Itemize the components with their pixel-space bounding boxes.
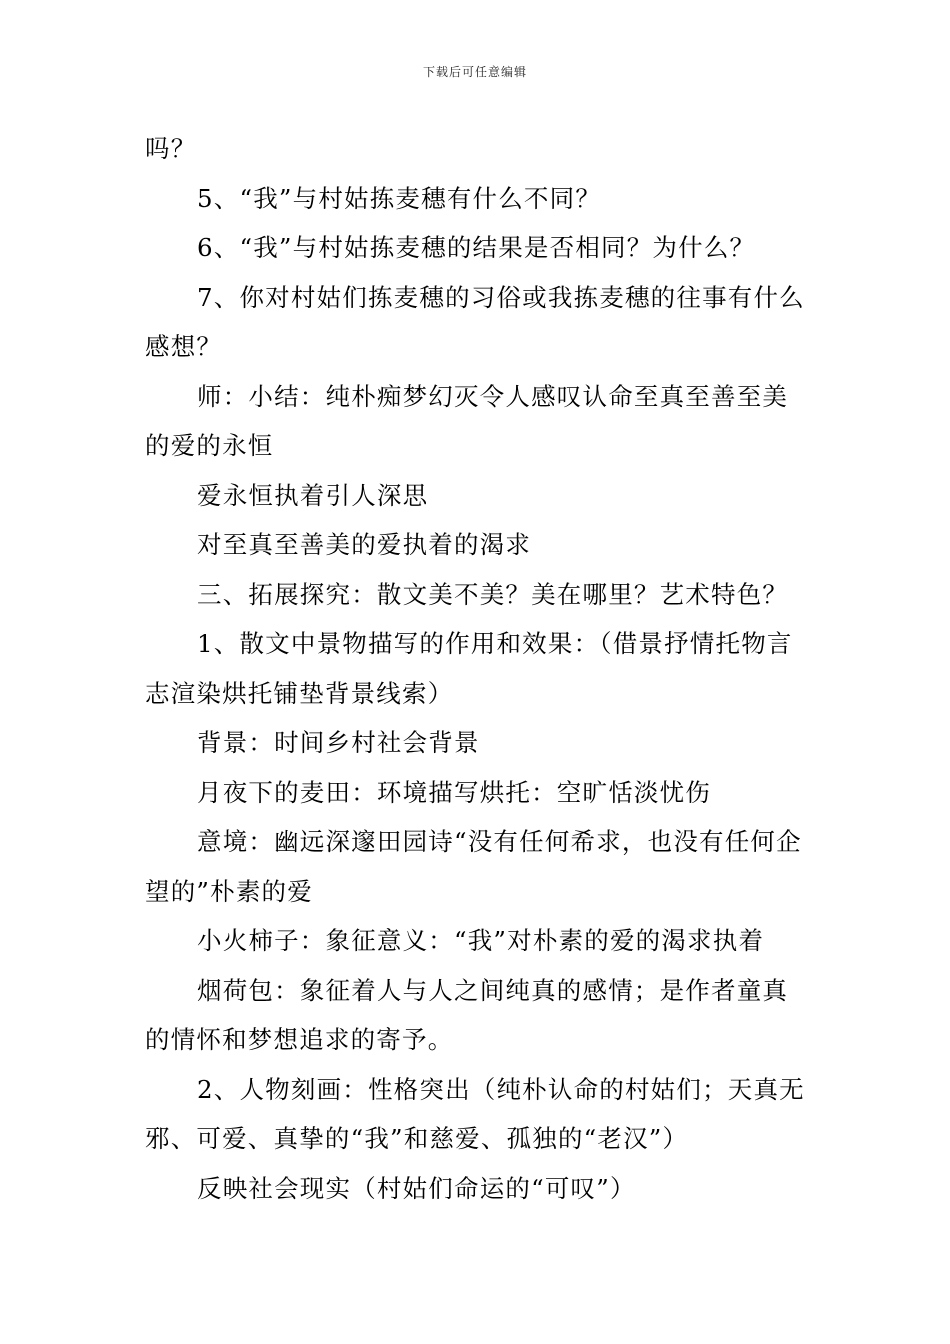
paragraph: 背景：时间乡村社会背景 [197,728,480,757]
paragraph: 意境：幽远深邃田园诗“没有任何希求，也没有任何企望的”朴素的爱 [145,827,802,906]
paragraph: 5、“我”与村姑拣麦穗有什么不同？ [197,183,602,213]
paragraph: 师：小结：纯朴痴梦幻灭令人感叹认命至真至善至美的爱的永恒 [145,381,789,460]
page-header: 下载后可任意编辑 [422,65,527,79]
document-body [145,124,810,1213]
section-heading: 三、拓展探究：散文美不美？美在哪里？艺术特色？ [197,579,789,609]
paragraph: 小火柿子：象征意义：“我”对朴素的爱的渴求执着 [197,926,765,955]
paragraph: 1、散文中景物描写的作用和效果：（借景抒情托物言志渲染烘托铺垫背景线索） [145,629,793,708]
paragraph: 反映社会现实（村姑们命运的“可叹”） [197,1173,636,1203]
paragraph: 月夜下的麦田：环境描写烘托：空旷恬淡忧伤 [197,777,711,807]
paragraph: 烟荷包：象征着人与人之间纯真的感情；是作者童真的情怀和梦想追求的寄予。 [145,975,789,1054]
paragraph: 爱永恒执着引人深思 [197,480,429,510]
paragraph: 2、人物刻画：性格突出（纯朴认命的村姑们；天真无邪、可爱、真挚的“我”和慈爱、孤独的“老汉”） [145,1074,805,1153]
paragraph: 6、“我”与村姑拣麦穗的结果是否相同？为什么？ [197,233,756,262]
paragraph: 对至真至善美的爱执着的渴求 [197,530,532,559]
paragraph: 7、你对村姑们拣麦穗的习俗或我拣麦穗的往事有什么感想？ [145,282,805,361]
paragraph: 吗？ [145,134,197,163]
